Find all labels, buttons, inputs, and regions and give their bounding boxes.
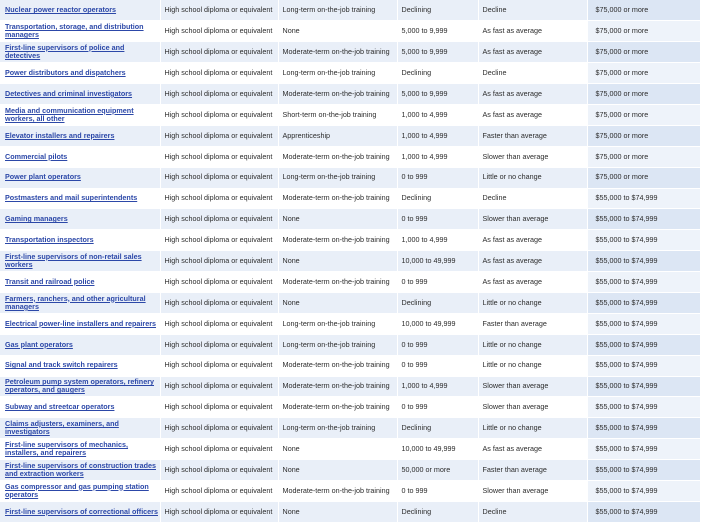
wage-cell: $55,000 to $74,999: [587, 480, 700, 501]
education-cell: High school diploma or equivalent: [160, 460, 278, 481]
education-cell: High school diploma or equivalent: [160, 230, 278, 251]
training-cell: Moderate-term on-the-job training: [278, 355, 397, 376]
wage-cell: $55,000 to $74,999: [587, 501, 700, 522]
occupation-link[interactable]: Claims adjusters, examiners, and investigators: [5, 418, 119, 437]
education-cell: High school diploma or equivalent: [160, 313, 278, 334]
occupation-link[interactable]: Signal and track switch repairers: [5, 360, 118, 370]
openings-cell: 10,000 to 49,999: [397, 251, 478, 272]
growth-cell: Little or no change: [478, 292, 587, 313]
openings-cell: 1,000 to 4,999: [397, 230, 478, 251]
occupation-cell: [0, 480, 160, 501]
training-cell: Moderate-term on-the-job training: [278, 42, 397, 63]
table-row: [0, 501, 700, 522]
occupation-cell: [0, 209, 160, 230]
openings-cell: 0 to 999: [397, 480, 478, 501]
training-cell: Long-term on-the-job training: [278, 0, 397, 21]
training-cell: Long-term on-the-job training: [278, 313, 397, 334]
occupation-link[interactable]: Gaming managers: [5, 214, 68, 224]
occupation-link[interactable]: Gas compressor and gas pumping station operators: [5, 481, 149, 499]
occupation-link[interactable]: First-line supervisors of construction trades and extraction workers: [5, 460, 156, 479]
wage-cell: $75,000 or more: [587, 167, 700, 188]
table-row: [0, 0, 700, 21]
occupation-cell: [0, 292, 160, 313]
wage-cell: $55,000 to $74,999: [587, 272, 700, 293]
occupation-cell: [0, 0, 160, 21]
openings-cell: Declining: [397, 0, 478, 21]
occupation-link[interactable]: Transit and railroad police: [5, 276, 95, 286]
occupation-link[interactable]: Elevator installers and repairers: [5, 130, 115, 140]
training-cell: Moderate-term on-the-job training: [278, 188, 397, 209]
growth-cell: Slower than average: [478, 480, 587, 501]
occupation-link[interactable]: Electrical power-line installers and repairers: [5, 318, 157, 328]
education-cell: High school diploma or equivalent: [160, 480, 278, 501]
education-cell: High school diploma or equivalent: [160, 251, 278, 272]
training-cell: Moderate-term on-the-job training: [278, 397, 397, 418]
table-row: [0, 21, 700, 42]
occupation-cell: [0, 355, 160, 376]
education-cell: High school diploma or equivalent: [160, 376, 278, 397]
wage-cell: $55,000 to $74,999: [587, 460, 700, 481]
growth-cell: As fast as average: [478, 104, 587, 125]
table-row: [0, 313, 700, 334]
table-row: [0, 480, 700, 501]
openings-cell: 5,000 to 9,999: [397, 42, 478, 63]
openings-cell: 10,000 to 49,999: [397, 313, 478, 334]
table-row: [0, 125, 700, 146]
occupation-cell: [0, 313, 160, 334]
table-row: [0, 104, 700, 125]
occupation-cell: [0, 125, 160, 146]
occupation-link[interactable]: Detectives and criminal investigators: [5, 88, 133, 98]
openings-cell: 5,000 to 9,999: [397, 84, 478, 105]
training-cell: Long-term on-the-job training: [278, 334, 397, 355]
occupation-link[interactable]: Transportation, storage, and distribution managers: [5, 22, 144, 40]
training-cell: None: [278, 251, 397, 272]
openings-cell: Declining: [397, 292, 478, 313]
education-cell: High school diploma or equivalent: [160, 63, 278, 84]
education-cell: High school diploma or equivalent: [160, 355, 278, 376]
table-row: [0, 376, 700, 397]
occupation-cell: [0, 42, 160, 63]
occupation-link[interactable]: First-line supervisors of mechanics, installers, and repairers: [5, 439, 129, 458]
table-row: [0, 272, 700, 293]
education-cell: High school diploma or equivalent: [160, 125, 278, 146]
occupation-cell: [0, 418, 160, 439]
training-cell: Moderate-term on-the-job training: [278, 230, 397, 251]
growth-cell: Decline: [478, 501, 587, 522]
growth-cell: Little or no change: [478, 355, 587, 376]
table-row: [0, 397, 700, 418]
openings-cell: 50,000 or more: [397, 460, 478, 481]
occupation-cell: [0, 167, 160, 188]
education-cell: High school diploma or equivalent: [160, 439, 278, 460]
education-cell: High school diploma or equivalent: [160, 146, 278, 167]
growth-cell: Slower than average: [478, 376, 587, 397]
growth-cell: Faster than average: [478, 125, 587, 146]
growth-cell: As fast as average: [478, 230, 587, 251]
education-cell: High school diploma or equivalent: [160, 104, 278, 125]
occupation-cell: [0, 230, 160, 251]
wage-cell: $55,000 to $74,999: [587, 355, 700, 376]
occupation-cell: [0, 146, 160, 167]
table-row: [0, 292, 700, 313]
training-cell: Long-term on-the-job training: [278, 63, 397, 84]
occupation-cell: [0, 21, 160, 42]
training-cell: None: [278, 460, 397, 481]
education-cell: High school diploma or equivalent: [160, 209, 278, 230]
occupation-cell: [0, 439, 160, 460]
occupation-link[interactable]: Postmasters and mail superintendents: [5, 193, 138, 203]
occupation-link[interactable]: First-line supervisors of police and detectives: [5, 42, 125, 61]
training-cell: Moderate-term on-the-job training: [278, 480, 397, 501]
wage-cell: $75,000 or more: [587, 63, 700, 84]
growth-cell: Faster than average: [478, 460, 587, 481]
education-cell: High school diploma or equivalent: [160, 42, 278, 63]
openings-cell: 1,000 to 4,999: [397, 125, 478, 146]
training-cell: None: [278, 292, 397, 313]
wage-cell: $55,000 to $74,999: [587, 292, 700, 313]
occupation-link[interactable]: Transportation inspectors: [5, 235, 94, 245]
openings-cell: 0 to 999: [397, 397, 478, 418]
table-row: [0, 146, 700, 167]
training-cell: Moderate-term on-the-job training: [278, 84, 397, 105]
growth-cell: As fast as average: [478, 21, 587, 42]
openings-cell: Declining: [397, 501, 478, 522]
education-cell: High school diploma or equivalent: [160, 272, 278, 293]
growth-cell: As fast as average: [478, 84, 587, 105]
occupation-cell: [0, 84, 160, 105]
wage-cell: $55,000 to $74,999: [587, 397, 700, 418]
growth-cell: Little or no change: [478, 418, 587, 439]
training-cell: Moderate-term on-the-job training: [278, 146, 397, 167]
occupation-link[interactable]: Subway and streetcar operators: [5, 402, 115, 412]
openings-cell: 0 to 999: [397, 334, 478, 355]
wage-cell: $75,000 or more: [587, 42, 700, 63]
openings-cell: 0 to 999: [397, 167, 478, 188]
training-cell: Moderate-term on-the-job training: [278, 376, 397, 397]
table-row: [0, 334, 700, 355]
education-cell: High school diploma or equivalent: [160, 397, 278, 418]
growth-cell: As fast as average: [478, 439, 587, 460]
training-cell: None: [278, 21, 397, 42]
occupation-cell: [0, 376, 160, 397]
occupation-cell: [0, 501, 160, 522]
openings-cell: Declining: [397, 188, 478, 209]
openings-cell: Declining: [397, 418, 478, 439]
growth-cell: Slower than average: [478, 146, 587, 167]
table-row: [0, 167, 700, 188]
education-cell: High school diploma or equivalent: [160, 501, 278, 522]
occupation-link[interactable]: Power distributors and dispatchers: [5, 67, 126, 77]
education-cell: High school diploma or equivalent: [160, 84, 278, 105]
growth-cell: Faster than average: [478, 313, 587, 334]
wage-cell: $55,000 to $74,999: [587, 230, 700, 251]
occupation-link[interactable]: Commercial pilots: [5, 151, 68, 161]
occupation-link[interactable]: Farmers, ranchers, and other agricultural managers: [5, 293, 146, 311]
occupation-cell: [0, 272, 160, 293]
occupation-link[interactable]: Power plant operators: [5, 172, 81, 182]
training-cell: Long-term on-the-job training: [278, 418, 397, 439]
wage-cell: $55,000 to $74,999: [587, 188, 700, 209]
growth-cell: Decline: [478, 63, 587, 84]
table-row: [0, 230, 700, 251]
openings-cell: 0 to 999: [397, 355, 478, 376]
growth-cell: As fast as average: [478, 272, 587, 293]
table-row: [0, 418, 700, 439]
table-row: [0, 209, 700, 230]
growth-cell: As fast as average: [478, 251, 587, 272]
wage-cell: $55,000 to $74,999: [587, 334, 700, 355]
table-row: [0, 460, 700, 481]
occupation-cell: [0, 251, 160, 272]
occupation-cell: [0, 188, 160, 209]
wage-cell: $55,000 to $74,999: [587, 313, 700, 334]
openings-cell: 1,000 to 4,999: [397, 104, 478, 125]
occupation-cell: [0, 104, 160, 125]
openings-cell: 1,000 to 4,999: [397, 146, 478, 167]
growth-cell: As fast as average: [478, 42, 587, 63]
openings-cell: 1,000 to 4,999: [397, 376, 478, 397]
wage-cell: $55,000 to $74,999: [587, 251, 700, 272]
education-cell: High school diploma or equivalent: [160, 167, 278, 188]
openings-cell: 0 to 999: [397, 272, 478, 293]
training-cell: Short-term on-the-job training: [278, 104, 397, 125]
table-row: [0, 42, 700, 63]
wage-cell: $55,000 to $74,999: [587, 209, 700, 230]
wage-cell: $75,000 or more: [587, 0, 700, 21]
growth-cell: Decline: [478, 0, 587, 21]
growth-cell: Slower than average: [478, 397, 587, 418]
table-row: [0, 84, 700, 105]
table-row: [0, 63, 700, 84]
growth-cell: Little or no change: [478, 334, 587, 355]
occupation-link[interactable]: Media and communication equipment workers, all other: [5, 105, 134, 123]
growth-cell: Decline: [478, 188, 587, 209]
occupation-cell: [0, 63, 160, 84]
wage-cell: $75,000 or more: [587, 84, 700, 105]
wage-cell: $55,000 to $74,999: [587, 439, 700, 460]
openings-cell: Declining: [397, 63, 478, 84]
occupation-link[interactable]: First-line supervisors of non-retail sales workers: [5, 251, 142, 270]
openings-cell: 10,000 to 49,999: [397, 439, 478, 460]
training-cell: Long-term on-the-job training: [278, 167, 397, 188]
occupation-link[interactable]: Nuclear power reactor operators: [5, 5, 117, 15]
occupation-cell: [0, 334, 160, 355]
training-cell: None: [278, 209, 397, 230]
training-cell: Apprenticeship: [278, 125, 397, 146]
occupation-link[interactable]: First-line supervisors of correctional officers: [5, 506, 158, 516]
education-cell: High school diploma or equivalent: [160, 21, 278, 42]
occupation-cell: [0, 460, 160, 481]
education-cell: High school diploma or equivalent: [160, 292, 278, 313]
table-row: [0, 439, 700, 460]
wage-cell: $75,000 or more: [587, 146, 700, 167]
training-cell: None: [278, 501, 397, 522]
occupation-cell: [0, 397, 160, 418]
wage-cell: $75,000 or more: [587, 21, 700, 42]
growth-cell: Slower than average: [478, 209, 587, 230]
education-cell: High school diploma or equivalent: [160, 0, 278, 21]
education-cell: High school diploma or equivalent: [160, 418, 278, 439]
table-row: [0, 188, 700, 209]
openings-cell: 5,000 to 9,999: [397, 21, 478, 42]
wage-cell: $55,000 to $74,999: [587, 376, 700, 397]
training-cell: Moderate-term on-the-job training: [278, 272, 397, 293]
education-cell: High school diploma or equivalent: [160, 188, 278, 209]
training-cell: None: [278, 439, 397, 460]
occupation-link[interactable]: Gas plant operators: [5, 339, 73, 349]
occupation-link[interactable]: Petroleum pump system operators, refinery operators, and gaugers: [5, 377, 154, 395]
table-row: [0, 355, 700, 376]
education-cell: High school diploma or equivalent: [160, 334, 278, 355]
wage-cell: $75,000 or more: [587, 125, 700, 146]
wage-cell: $55,000 to $74,999: [587, 418, 700, 439]
growth-cell: Little or no change: [478, 167, 587, 188]
wage-cell: $75,000 or more: [587, 104, 700, 125]
openings-cell: 0 to 999: [397, 209, 478, 230]
table-row: [0, 251, 700, 272]
